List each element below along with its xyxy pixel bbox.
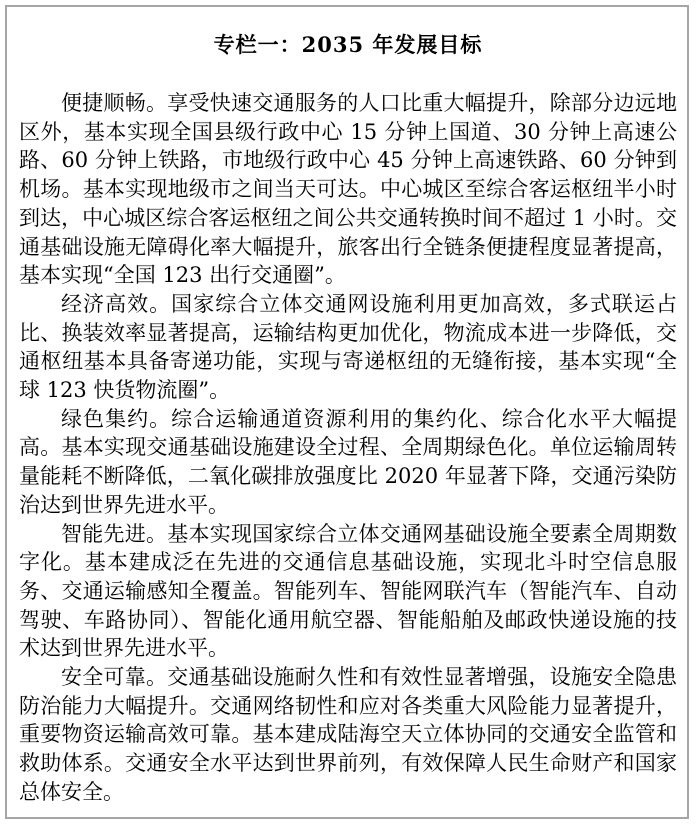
paragraph-green-intensive: 绿色集约。综合运输通道资源利用的集约化、综合化水平大幅提高。基本实现交通基础设施建设全过程、全周期绿色化。单位运输周转量能耗不断降低，二氧化碳排放强度比 2020 年显著下降，交通污染防治达到世界先进水平。 bbox=[19, 406, 677, 517]
panel-title: 专栏一：2035 年发展目标 bbox=[213, 32, 483, 57]
panel-body bbox=[19, 89, 677, 807]
column-box-panel bbox=[5, 5, 689, 819]
paragraph-intelligent-advanced: 智能先进。基本实现国家综合立体交通网基础设施全要素全周期数字化。基本建成泛在先进的交通信息基础设施，实现北斗时空信息服务、交通运输感知全覆盖。智能列车、智能网联汽车（智能汽车、自动驾驶、车路协同）、智能化通用航空器、智能船舶及邮政快递设施的技术达到世界先进水平。 bbox=[19, 521, 677, 661]
paragraph-convenient-smooth: 便捷顺畅。享受快速交通服务的人口比重大幅提升，除部分边远地区外，基本实现全国县级行政中心 15 分钟上国道、30 分钟上高速公路、60 分钟上铁路，市地级行政中心 45 分钟上高速铁路、60 分钟到机场。基本实现地级市之间当天可达。中心城区至综合客运枢纽半小时到达，中心城区综合客运枢纽之间公共交通转换时间不超过 1 小时。交通基础设施无障碍化率大幅提升，旅客出行全链条便捷程度显著提高，基本实现“全国 123 出行交通圈”。 bbox=[19, 91, 677, 288]
paragraph-economic-efficient: 经济高效。国家综合立体交通网设施利用更加高效，多式联运占比、换装效率显著提高，运输结构更加优化，物流成本进一步降低，交通枢纽基本具备寄递功能，实现与寄递枢纽的无缝衔接，基本实现“全球 123 快货物流圈”。 bbox=[19, 291, 677, 403]
paragraph-safe-reliable: 安全可靠。交通基础设施耐久性和有效性显著增强，设施安全隐患防治能力大幅提升。交通网络韧性和应对各类重大风险能力显著提升，重要物资运输高效可靠。基本建成陆海空天立体协同的交通安全监管和救助体系。交通安全水平达到世界前列，有效保障人民生命财产和国家总体安全。 bbox=[19, 665, 677, 804]
